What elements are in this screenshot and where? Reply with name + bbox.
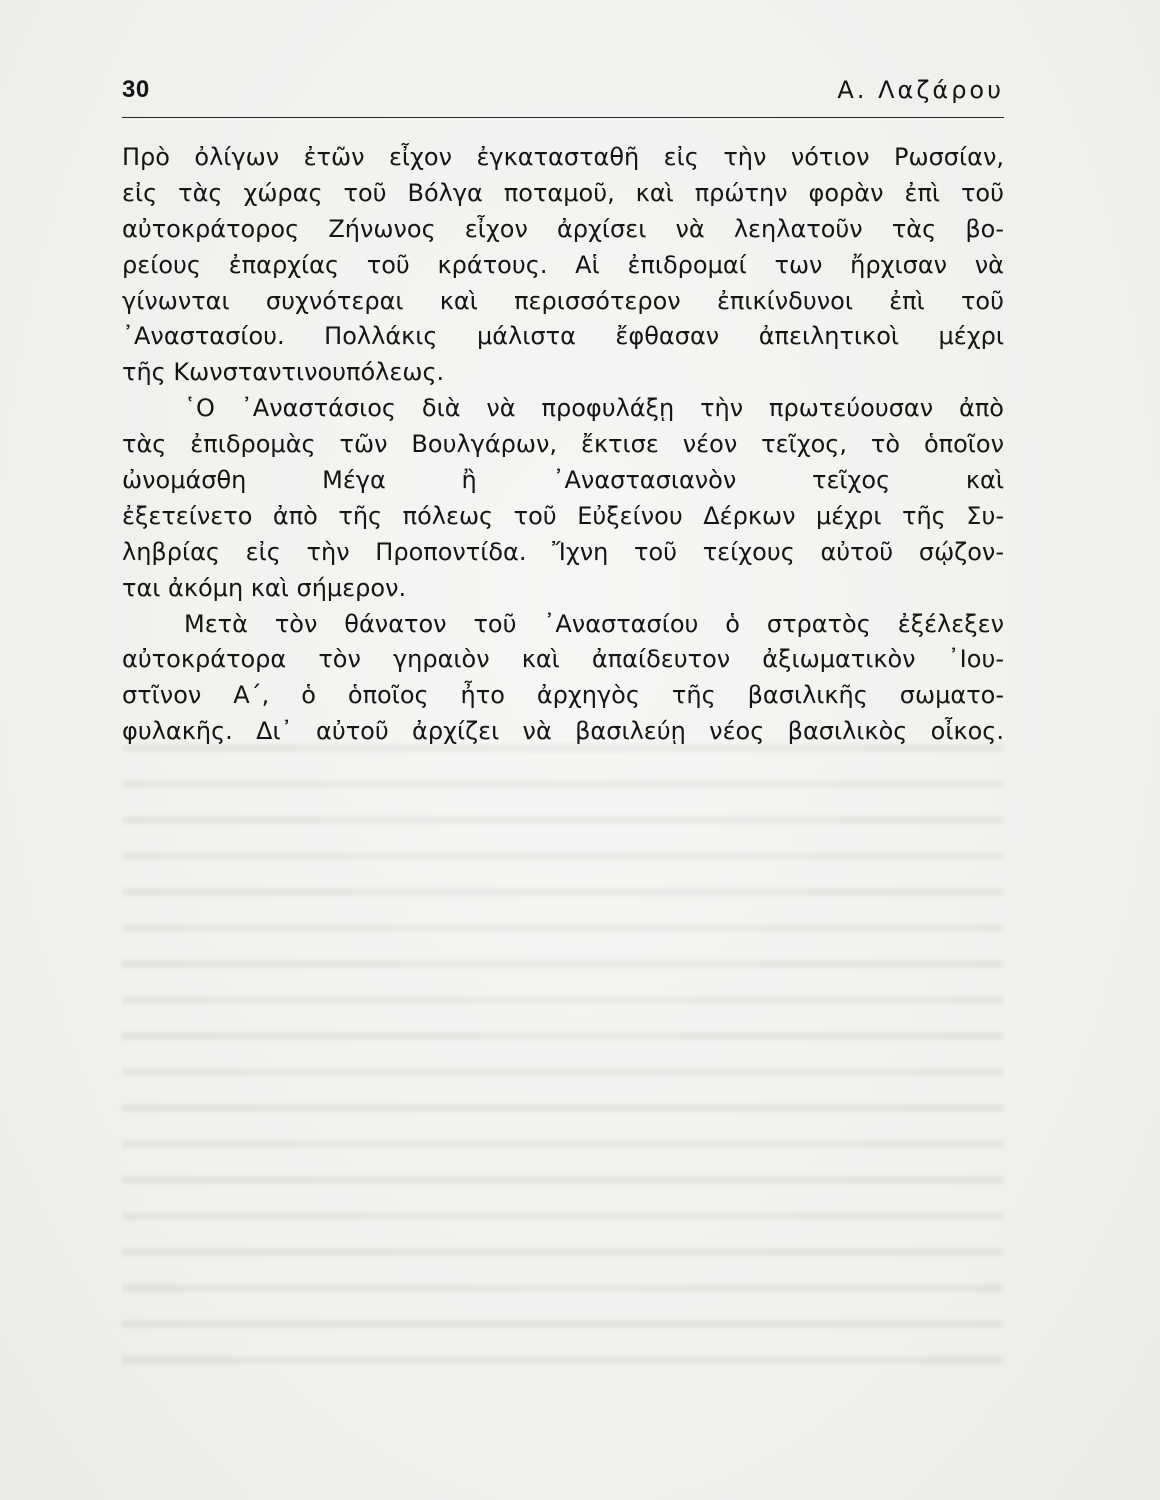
text-line: τὰς ἐπιδρομὰς τῶν Βουλγάρων, ἔκτισε νέον τεῖχος, τὸ ὁποῖον <box>122 430 1004 459</box>
text-line: στῖνον Α΄, ὁ ὁποῖος ἦτο ἀρχηγὸς τῆς βασιλικῆς σωματο- <box>122 681 1004 710</box>
body-text <box>122 140 1004 750</box>
text-line: γίνωνται συχνότεραι καὶ περισσότερον ἐπικίνδυνοι ἐπὶ τοῦ <box>122 286 1004 315</box>
page-number: 30 <box>122 76 150 103</box>
text-line: ται ἀκόμη καὶ σήμερον. <box>122 573 407 602</box>
text-line: ληβρίας εἰς τὴν Προποντίδα. Ἴχνη τοῦ τείχους αὐτοῦ σῴζον- <box>122 537 1004 566</box>
text-line: τῆς Κωνσταντινουπόλεως. <box>122 358 445 387</box>
text-line: ᾿Αναστασίου. Πολλάκις μάλιστα ἔφθασαν ἀπειλητικοὶ μέχρι <box>122 322 1004 351</box>
page-header <box>122 76 1004 116</box>
text-line: Μετὰ τὸν θάνατον τοῦ ᾿Αναστασίου ὁ στρατὸς ἐξέλεξεν <box>184 609 1004 638</box>
text-line: Πρὸ ὀλίγων ἐτῶν εἶχον ἐγκατασταθῆ εἰς τὴν νότιον Ρωσσίαν, <box>122 143 1004 171</box>
text-line: φυλακῆς. Δι᾿ αὐτοῦ ἀρχίζει νὰ βασιλεύῃ νέος βασιλικὸς οἶκος. <box>122 717 1004 746</box>
text-line: ρείους ἐπαρχίας τοῦ κράτους. Αἱ ἐπιδρομαί των ἤρχισαν νὰ <box>122 250 1004 279</box>
text-line: αὐτοκράτορος Ζήνωνος εἶχον ἀρχίσει νὰ λεηλατοῦν τὰς βο- <box>122 214 1004 243</box>
text-line: ῾Ο ᾿Αναστάσιος διὰ νὰ προφυλάξῃ τὴν πρωτεύουσαν ἀπὸ <box>184 394 1004 423</box>
text-line: ἐξετείνετο ἀπὸ τῆς πόλεως τοῦ Εὐξείνου Δέρκων μέχρι τῆς Συ- <box>122 501 1004 530</box>
header-rule <box>122 117 1004 118</box>
running-head: Α. Λαζάρου <box>837 76 1004 104</box>
text-line: αὐτοκράτορα τὸν γηραιὸν καὶ ἀπαίδευτον ἀξιωματικὸν ᾿Ιου- <box>122 645 1004 674</box>
show-through-texture <box>122 730 1004 1380</box>
text-line: ὠνομάσθη Μέγα ἢ ᾿Αναστασιανὸν τεῖχος καὶ <box>122 466 1004 495</box>
text-line: εἰς τὰς χώρας τοῦ Βόλγα ποταμοῦ, καὶ πρώτην φορὰν ἐπὶ τοῦ <box>122 178 1004 207</box>
